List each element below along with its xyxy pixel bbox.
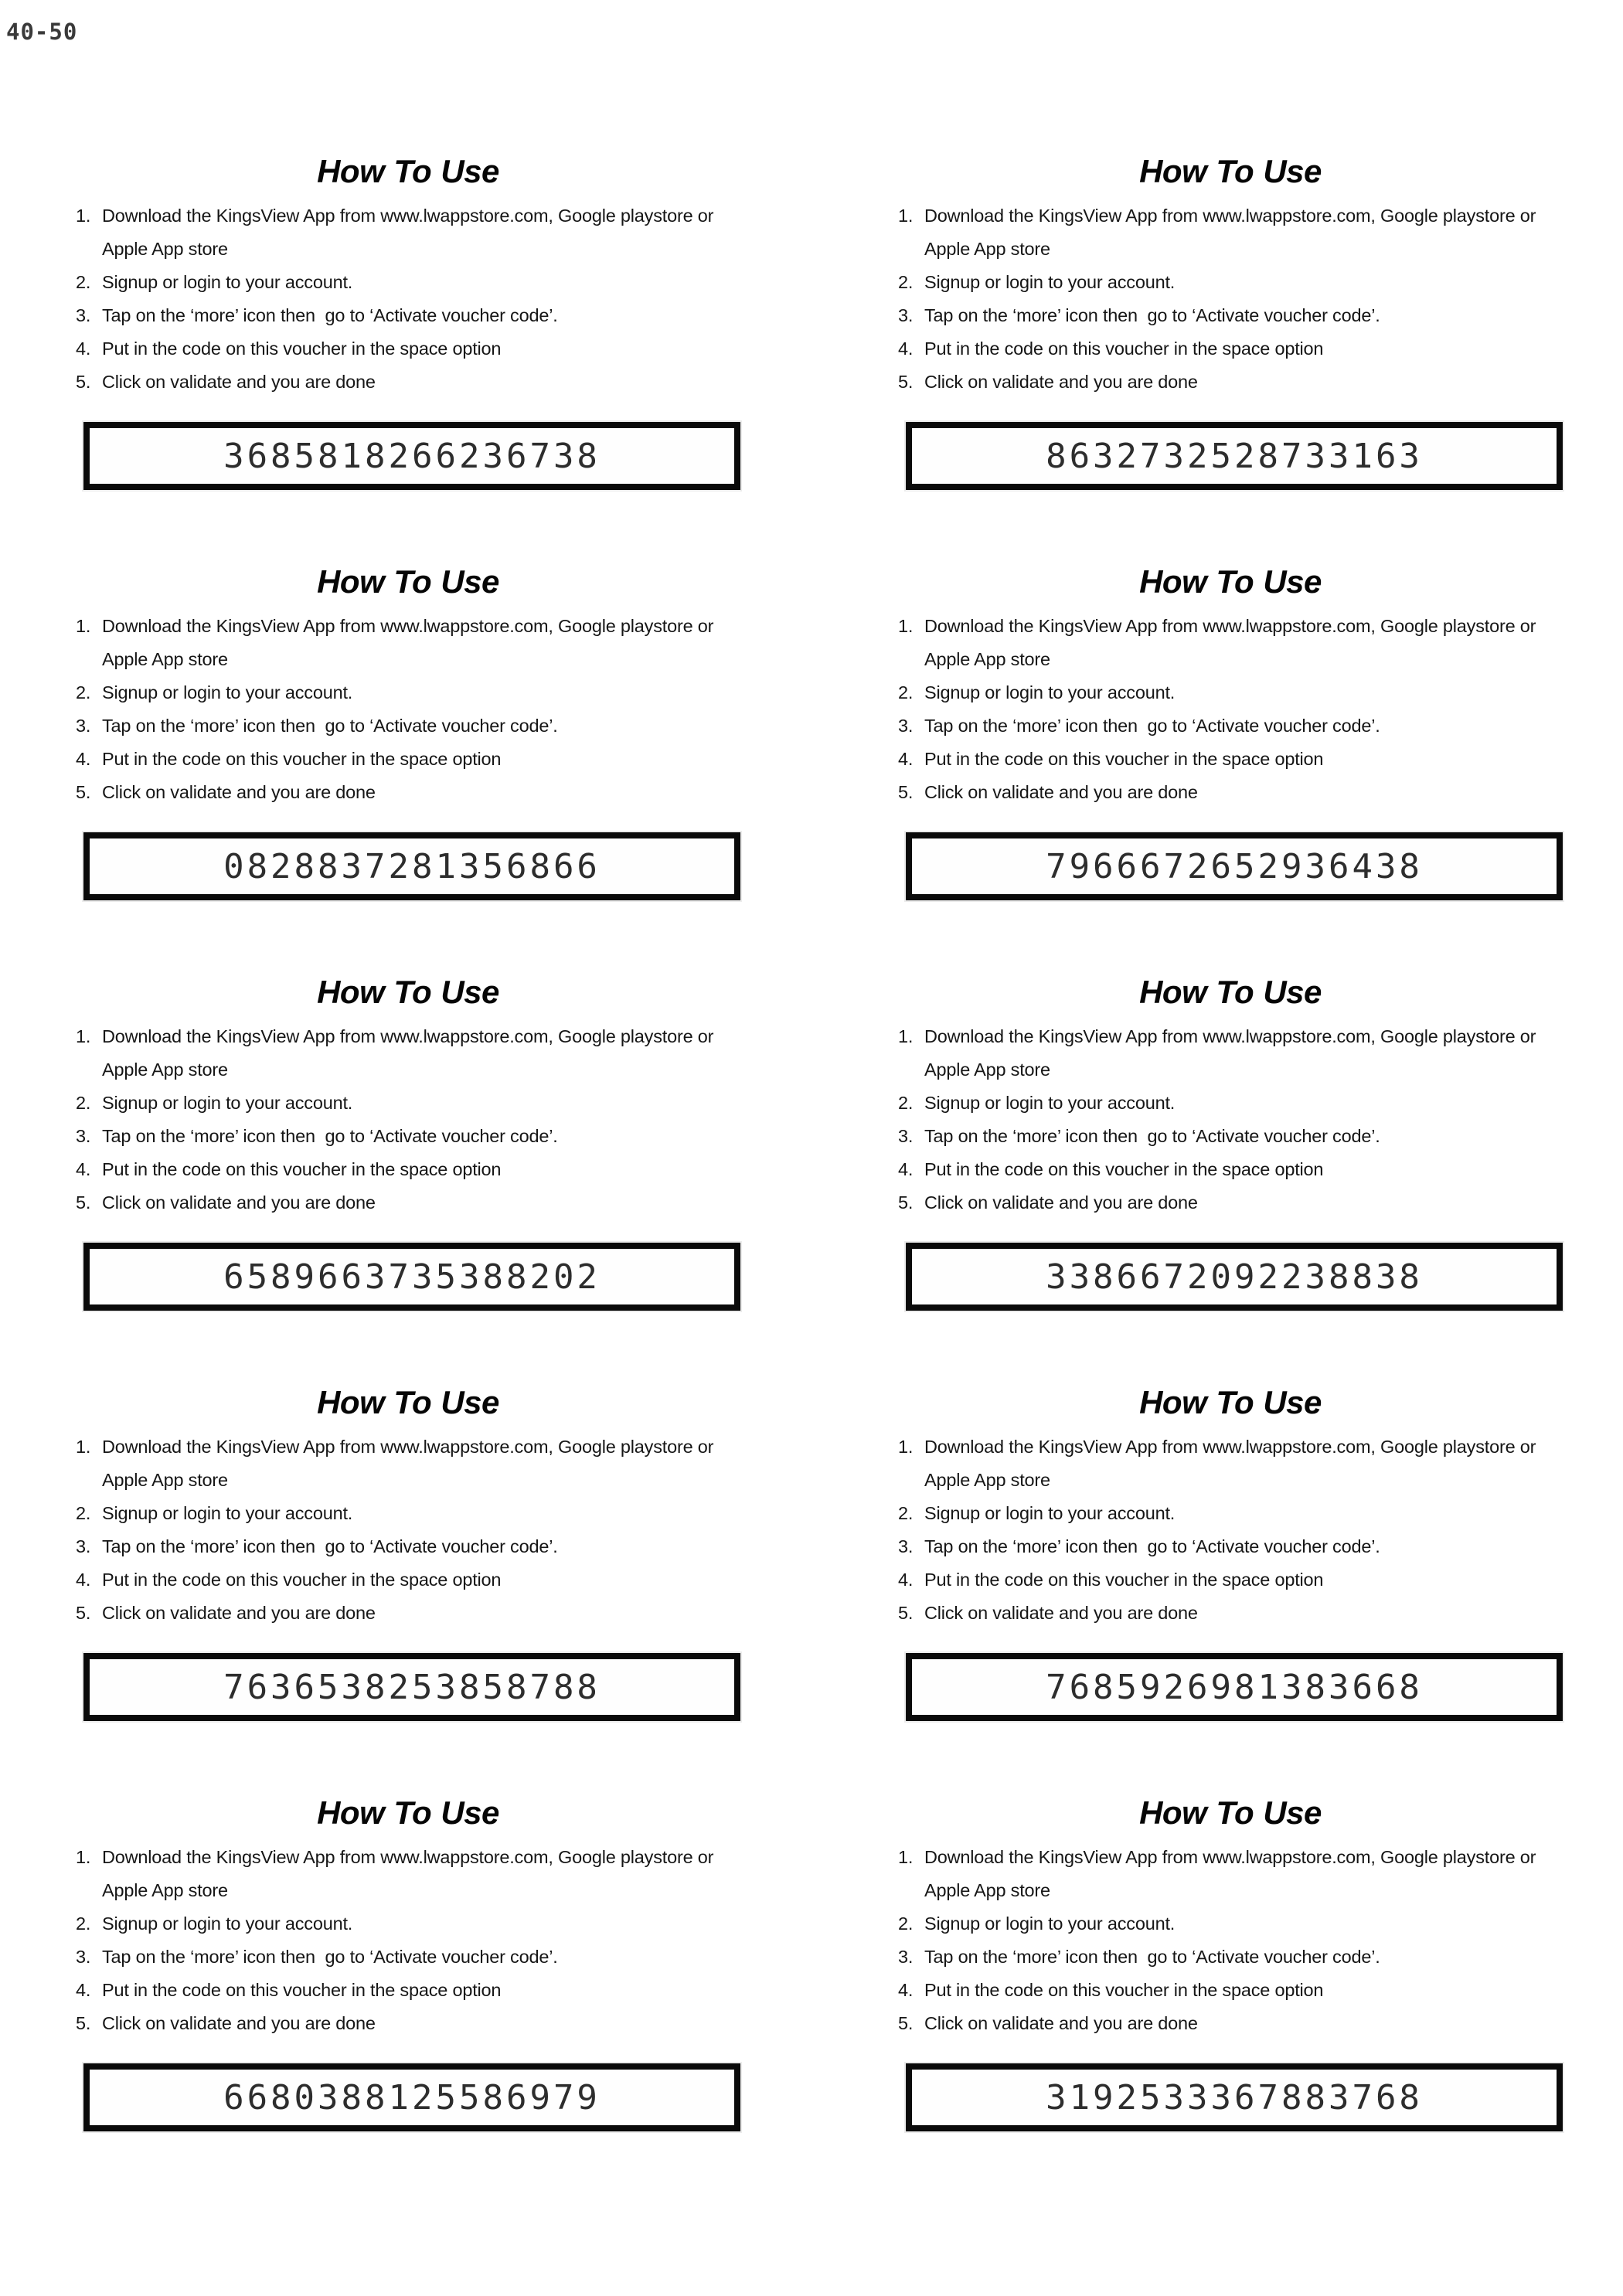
step-text: [102, 1597, 376, 1630]
step-text: [102, 1974, 501, 2007]
step-text: [924, 1941, 1380, 1974]
step-number: 1.: [898, 1026, 914, 1046]
step-text-line: Download the KingsView App from www.lwappstore.com, Google playstore or: [924, 1437, 1536, 1457]
instruction-step: [76, 1907, 740, 1941]
instructions-list: [76, 199, 740, 399]
step-text-line: Apple App store: [924, 1060, 1050, 1080]
how-to-use-title: How To Use: [1139, 974, 1322, 1010]
how-to-use-title: How To Use: [317, 1384, 499, 1420]
step-number: 4.: [76, 749, 91, 769]
instruction-step: [898, 1530, 1563, 1563]
voucher-code-box: [83, 422, 740, 490]
step-text-line: Put in the code on this voucher in the space option: [102, 1570, 502, 1590]
step-number: 1.: [898, 1437, 914, 1457]
step-text-line: Signup or login to your account.: [924, 1093, 1176, 1113]
step-text: [924, 199, 1536, 266]
voucher-block: [76, 1796, 740, 2131]
step-number: 2.: [898, 1093, 914, 1113]
step-text-line: Click on validate and you are done: [102, 782, 376, 802]
step-number: 5.: [76, 1603, 91, 1623]
step-text: [102, 743, 501, 776]
step-number: 1.: [76, 1847, 91, 1867]
step-number: 4.: [898, 749, 914, 769]
step-number: 5.: [898, 1192, 914, 1213]
step-text: [924, 1186, 1198, 1219]
step-text: [102, 776, 376, 809]
step-text: [924, 1974, 1323, 2007]
voucher-block: [898, 155, 1563, 490]
instruction-step: [76, 1974, 740, 2007]
step-text: [924, 1841, 1536, 1907]
voucher-code-box: [906, 2063, 1563, 2131]
step-text: [924, 776, 1198, 809]
voucher-block: [898, 1796, 1563, 2131]
step-text-line: Apple App store: [102, 1470, 228, 1490]
step-text-line: Click on validate and you are done: [102, 1603, 376, 1623]
instruction-step: [898, 1597, 1563, 1630]
step-text-line: Download the KingsView App from www.lwappstore.com, Google playstore or: [102, 1026, 714, 1046]
voucher-block: [76, 155, 740, 490]
step-text-line: Click on validate and you are done: [924, 2013, 1198, 2033]
step-number: 2.: [898, 272, 914, 292]
instruction-step: [898, 776, 1563, 809]
step-text-line: Tap on the ‘more’ icon then go to ‘Activate voucher code’.: [102, 1536, 558, 1556]
instructions-list: [898, 610, 1563, 809]
step-text: [924, 676, 1175, 709]
instruction-step: [76, 1563, 740, 1597]
step-number: 4.: [76, 1159, 91, 1179]
step-text: [924, 1087, 1175, 1120]
instruction-step: [76, 1941, 740, 1974]
instructions-list: [76, 610, 740, 809]
instruction-step: [76, 1497, 740, 1530]
step-number: 4.: [898, 1159, 914, 1179]
step-text-line: Tap on the ‘more’ icon then go to ‘Activate voucher code’.: [102, 716, 558, 736]
step-text-line: Tap on the ‘more’ icon then go to ‘Activate voucher code’.: [924, 1126, 1380, 1146]
step-text-line: Apple App store: [924, 649, 1050, 669]
step-text: [924, 366, 1198, 399]
how-to-use-title: How To Use: [1139, 563, 1322, 600]
instructions-list: [898, 1430, 1563, 1630]
step-text-line: Click on validate and you are done: [102, 1192, 376, 1213]
step-text-line: Apple App store: [102, 649, 228, 669]
voucher-code-box: [83, 1653, 740, 1721]
step-text-line: Tap on the ‘more’ icon then go to ‘Activate voucher code’.: [924, 716, 1380, 736]
step-text: [102, 366, 376, 399]
step-text: [102, 1430, 713, 1497]
step-number: 3.: [898, 1126, 914, 1146]
step-text: [102, 1941, 558, 1974]
step-text-line: Apple App store: [102, 1880, 228, 1900]
step-number: 3.: [898, 1947, 914, 1967]
step-text-line: Click on validate and you are done: [924, 1192, 1198, 1213]
step-number: 1.: [76, 1437, 91, 1457]
step-text: [924, 1497, 1175, 1530]
instructions-list: [898, 1841, 1563, 2040]
step-number: 4.: [898, 1980, 914, 2000]
step-number: 5.: [76, 372, 91, 392]
instruction-step: [76, 366, 740, 399]
step-text: [102, 1497, 352, 1530]
step-text: [102, 1020, 713, 1087]
step-number: 1.: [898, 1847, 914, 1867]
step-text: [102, 266, 352, 299]
step-text: [102, 1907, 352, 1941]
step-text-line: Put in the code on this voucher in the space option: [924, 1159, 1324, 1179]
step-text-line: Click on validate and you are done: [102, 2013, 376, 2033]
step-text: [924, 1907, 1175, 1941]
step-text-line: Apple App store: [924, 1880, 1050, 1900]
step-text-line: Download the KingsView App from www.lwappstore.com, Google playstore or: [102, 1437, 714, 1457]
step-text-line: Tap on the ‘more’ icon then go to ‘Activate voucher code’.: [924, 305, 1380, 325]
step-text: [102, 2007, 376, 2040]
step-text: [924, 1430, 1536, 1497]
how-to-use-title: How To Use: [1139, 1384, 1322, 1420]
voucher-code: 7636538253858788: [223, 1667, 601, 1707]
voucher-code: 6680388125586979: [223, 2077, 601, 2117]
instructions-list: [898, 1020, 1563, 1219]
step-text: [924, 1530, 1380, 1563]
voucher-block: [898, 975, 1563, 1311]
step-text: [102, 1120, 558, 1153]
step-text: [924, 1597, 1198, 1630]
instruction-step: [898, 676, 1563, 709]
step-text: [924, 1120, 1380, 1153]
step-text: [924, 1563, 1323, 1597]
instructions-list: [898, 199, 1563, 399]
step-number: 3.: [76, 716, 91, 736]
step-number: 5.: [76, 782, 91, 802]
page-range-label: 40-50: [6, 19, 78, 45]
voucher-code-box: [83, 2063, 740, 2131]
step-text-line: Tap on the ‘more’ icon then go to ‘Activate voucher code’.: [102, 1126, 558, 1146]
step-text-line: Apple App store: [102, 1060, 228, 1080]
step-number: 5.: [898, 372, 914, 392]
how-to-use-title: How To Use: [1139, 1794, 1322, 1831]
how-to-use-title: How To Use: [317, 563, 499, 600]
instruction-step: [898, 1941, 1563, 1974]
step-number: 2.: [76, 1913, 91, 1934]
step-number: 2.: [76, 682, 91, 702]
step-text-line: Put in the code on this voucher in the space option: [102, 1159, 502, 1179]
step-text: [924, 743, 1323, 776]
step-number: 2.: [76, 1093, 91, 1113]
step-text-line: Signup or login to your account.: [102, 272, 353, 292]
step-number: 3.: [898, 305, 914, 325]
step-text-line: Put in the code on this voucher in the space option: [924, 749, 1324, 769]
instruction-step: [898, 299, 1563, 332]
step-text: [924, 610, 1536, 676]
step-text-line: Put in the code on this voucher in the space option: [924, 338, 1324, 359]
step-number: 3.: [76, 305, 91, 325]
instruction-step: [898, 1563, 1563, 1597]
step-text-line: Tap on the ‘more’ icon then go to ‘Activate voucher code’.: [924, 1947, 1380, 1967]
instruction-step: [898, 1430, 1563, 1497]
instructions-list: [76, 1430, 740, 1630]
voucher-code-box: [906, 1243, 1563, 1311]
voucher-code: 6589663735388202: [223, 1257, 601, 1297]
step-text: [924, 1020, 1536, 1087]
voucher-block: [76, 565, 740, 900]
step-text-line: Signup or login to your account.: [924, 1913, 1176, 1934]
step-number: 5.: [898, 782, 914, 802]
instruction-step: [898, 1153, 1563, 1186]
voucher-code: 7685926981383668: [1046, 1667, 1423, 1707]
instruction-step: [76, 1020, 740, 1087]
instruction-step: [76, 1153, 740, 1186]
step-text: [102, 1087, 352, 1120]
step-text: [924, 266, 1175, 299]
step-number: 5.: [76, 1192, 91, 1213]
instruction-step: [898, 366, 1563, 399]
step-text: [102, 1563, 501, 1597]
step-number: 4.: [898, 338, 914, 359]
instruction-step: [898, 2007, 1563, 2040]
step-text: [102, 1153, 501, 1186]
instruction-step: [76, 299, 740, 332]
voucher-code: 7966672652936438: [1046, 846, 1423, 886]
step-number: 2.: [898, 682, 914, 702]
instruction-step: [76, 266, 740, 299]
step-number: 2.: [76, 272, 91, 292]
step-text-line: Click on validate and you are done: [924, 372, 1198, 392]
step-text-line: Download the KingsView App from www.lwappstore.com, Google playstore or: [102, 206, 714, 226]
step-text-line: Put in the code on this voucher in the space option: [102, 1980, 502, 2000]
step-text: [102, 199, 713, 266]
step-text-line: Signup or login to your account.: [924, 682, 1176, 702]
instruction-step: [76, 1087, 740, 1120]
step-text: [102, 610, 713, 676]
instruction-step: [898, 1974, 1563, 2007]
instruction-step: [76, 332, 740, 366]
instruction-step: [898, 709, 1563, 743]
step-text-line: Click on validate and you are done: [924, 1603, 1198, 1623]
step-text-line: Put in the code on this voucher in the space option: [924, 1980, 1324, 2000]
step-text-line: Download the KingsView App from www.lwappstore.com, Google playstore or: [924, 1847, 1536, 1867]
step-text-line: Signup or login to your account.: [102, 1093, 353, 1113]
instruction-step: [76, 676, 740, 709]
step-number: 5.: [898, 1603, 914, 1623]
step-text: [102, 1530, 558, 1563]
step-text-line: Put in the code on this voucher in the space option: [924, 1570, 1324, 1590]
step-number: 4.: [76, 1570, 91, 1590]
step-text-line: Signup or login to your account.: [924, 272, 1176, 292]
instruction-step: [898, 1087, 1563, 1120]
step-text-line: Signup or login to your account.: [102, 1503, 353, 1523]
step-text-line: Click on validate and you are done: [102, 372, 376, 392]
voucher-code-box: [906, 1653, 1563, 1721]
step-number: 4.: [76, 338, 91, 359]
how-to-use-title: How To Use: [317, 153, 499, 189]
instruction-step: [898, 1907, 1563, 1941]
instruction-step: [76, 1530, 740, 1563]
voucher-code-box: [83, 1243, 740, 1311]
step-number: 3.: [76, 1536, 91, 1556]
step-text-line: Tap on the ‘more’ icon then go to ‘Activate voucher code’.: [102, 305, 558, 325]
step-number: 1.: [76, 616, 91, 636]
voucher-block: [76, 975, 740, 1311]
how-to-use-title: How To Use: [1139, 153, 1322, 189]
step-text: [102, 676, 352, 709]
instruction-step: [898, 1497, 1563, 1530]
instruction-step: [76, 776, 740, 809]
step-text-line: Tap on the ‘more’ icon then go to ‘Activate voucher code’.: [102, 1947, 558, 1967]
step-number: 4.: [76, 1980, 91, 2000]
step-number: 1.: [898, 616, 914, 636]
step-text: [102, 709, 558, 743]
step-text: [924, 709, 1380, 743]
step-text: [924, 1153, 1323, 1186]
step-text-line: Signup or login to your account.: [924, 1503, 1176, 1523]
step-text: [924, 332, 1323, 366]
instruction-step: [898, 743, 1563, 776]
step-text-line: Download the KingsView App from www.lwappstore.com, Google playstore or: [924, 206, 1536, 226]
instruction-step: [76, 1186, 740, 1219]
instruction-step: [76, 1841, 740, 1907]
voucher-code-box: [906, 832, 1563, 900]
step-number: 1.: [76, 206, 91, 226]
how-to-use-title: How To Use: [317, 974, 499, 1010]
step-text-line: Download the KingsView App from www.lwappstore.com, Google playstore or: [924, 1026, 1536, 1046]
step-text: [102, 1841, 713, 1907]
instruction-step: [76, 709, 740, 743]
step-text-line: Put in the code on this voucher in the space option: [102, 749, 502, 769]
voucher-block: [76, 1386, 740, 1721]
step-text-line: Download the KingsView App from www.lwappstore.com, Google playstore or: [102, 616, 714, 636]
step-number: 1.: [898, 206, 914, 226]
instruction-step: [76, 199, 740, 266]
instruction-step: [76, 743, 740, 776]
instructions-list: [76, 1841, 740, 2040]
step-number: 5.: [898, 2013, 914, 2033]
instruction-step: [76, 1430, 740, 1497]
step-text-line: Apple App store: [924, 1470, 1050, 1490]
instruction-step: [76, 610, 740, 676]
voucher-code: 3192533367883768: [1046, 2077, 1423, 2117]
instruction-step: [898, 1841, 1563, 1907]
voucher-code-box: [906, 422, 1563, 490]
instruction-step: [76, 2007, 740, 2040]
step-text-line: Download the KingsView App from www.lwappstore.com, Google playstore or: [102, 1847, 714, 1867]
step-number: 2.: [76, 1503, 91, 1523]
step-number: 3.: [76, 1947, 91, 1967]
voucher-code: 8632732528733163: [1046, 436, 1423, 476]
voucher-grid: [76, 155, 1563, 2131]
instruction-step: [76, 1597, 740, 1630]
step-number: 4.: [898, 1570, 914, 1590]
step-number: 3.: [898, 1536, 914, 1556]
step-number: 2.: [898, 1503, 914, 1523]
step-number: 3.: [76, 1126, 91, 1146]
instruction-step: [898, 610, 1563, 676]
step-text: [924, 2007, 1198, 2040]
voucher-block: [898, 1386, 1563, 1721]
step-text-line: Click on validate and you are done: [924, 782, 1198, 802]
instruction-step: [76, 1120, 740, 1153]
step-text-line: Put in the code on this voucher in the space option: [102, 338, 502, 359]
instructions-list: [76, 1020, 740, 1219]
step-number: 2.: [898, 1913, 914, 1934]
step-text-line: Signup or login to your account.: [102, 1913, 353, 1934]
instruction-step: [898, 332, 1563, 366]
step-number: 1.: [76, 1026, 91, 1046]
step-text-line: Signup or login to your account.: [102, 682, 353, 702]
step-text-line: Apple App store: [924, 239, 1050, 259]
step-text-line: Tap on the ‘more’ icon then go to ‘Activate voucher code’.: [924, 1536, 1380, 1556]
step-number: 5.: [76, 2013, 91, 2033]
voucher-code: 0828837281356866: [223, 846, 601, 886]
step-text: [102, 1186, 376, 1219]
voucher-code: 3386672092238838: [1046, 1257, 1423, 1297]
instruction-step: [898, 1020, 1563, 1087]
how-to-use-title: How To Use: [317, 1794, 499, 1831]
step-text-line: Download the KingsView App from www.lwappstore.com, Google playstore or: [924, 616, 1536, 636]
step-text: [102, 299, 558, 332]
voucher-block: [898, 565, 1563, 900]
step-text: [924, 299, 1380, 332]
instruction-step: [898, 266, 1563, 299]
instruction-step: [898, 199, 1563, 266]
voucher-code-box: [83, 832, 740, 900]
voucher-code: 3685818266236738: [223, 436, 601, 476]
instruction-step: [898, 1186, 1563, 1219]
instruction-step: [898, 1120, 1563, 1153]
step-text-line: Apple App store: [102, 239, 228, 259]
step-text: [102, 332, 501, 366]
step-number: 3.: [898, 716, 914, 736]
